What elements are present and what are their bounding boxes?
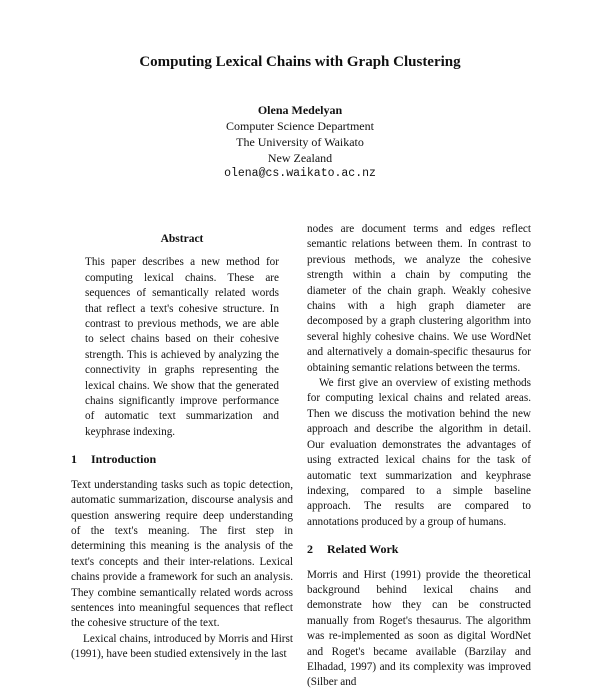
paragraph: We first give an overview of existing methods for computing lexical chains and related areas. Then we discuss the motivation behind the new approach and describe the algorithm in detail. Our evaluation demonstrates the advantages of using extracted lexical chains for the task of automatic text summarization and keyphrase indexing, compared to a simple baseline approach. The results are compared to annotations produced by a group of humans. xyxy=(307,377,531,528)
section-heading-related-work xyxy=(307,542,531,557)
left-column xyxy=(71,232,293,663)
section-heading-introduction xyxy=(71,452,293,467)
author-block xyxy=(0,102,600,182)
abstract-heading: Abstract xyxy=(160,233,204,245)
section-number: 1 xyxy=(71,452,77,467)
abstract-text: This paper describes a new method for computing lexical chains. These are sequences of semantically related words that reflect a text's cohesive structure. In contrast to previous methods, we are able to select chains based on their cohesive strength. This is achieved by analyzing the connectivity in graphs representing the lexical chains. We show that the generated chains significantly improve performance of automatic text summarization and keyphrase indexing. xyxy=(85,256,279,438)
section-number: 2 xyxy=(307,542,313,557)
affiliation-line: The University of Waikato xyxy=(236,135,364,149)
right-column xyxy=(307,222,531,691)
author-email: olena@cs.waikato.ac.nz xyxy=(224,167,376,180)
author-name: Olena Medelyan xyxy=(257,103,343,117)
affiliation-line: Computer Science Department xyxy=(226,119,374,133)
paragraph: nodes are document terms and edges reflect semantic relations between them. In contrast to previous methods, we analyze the cohesive strength within a chain by computing the diameter of the chain graph. Weakly cohesive chains with a high graph diameter are decomposed by a graph clustering algorithm into several highly cohesive chains. We use WordNet and alternatively a domain-specific thesaurus for obtaining semantic relations between the terms. xyxy=(307,223,531,374)
paragraph: Text understanding tasks such as topic detection, automatic summarization, discourse analysis and question answering require deep understanding of the text's meaning. The first step in determining this meaning is the analysis of the text's concepts and their inter-relations. Lexical chains provide a framework for such an analysis. They combine semantically related words across sentences into meaningful sequences that reflect the cohesive structure of the text. xyxy=(71,478,293,630)
paragraph: Lexical chains, introduced by Morris and Hirst (1991), have been studied extensively in the last xyxy=(71,632,293,661)
affiliation-line: New Zealand xyxy=(267,151,333,165)
section-title: Introduction xyxy=(91,452,157,467)
paragraph: Morris and Hirst (1991) provide the theoretical background behind lexical chains and demonstrate how they can be constructed manually from Roget's thesaurus. The algorithm was re-implemented as soon as digital WordNet and Roget's became available (Barzilay and Elhadad, 1997) and its complexity was improved (Silber and xyxy=(307,568,531,689)
section-title: Related Work xyxy=(327,542,399,557)
paper-title: Computing Lexical Chains with Graph Clustering xyxy=(139,54,461,70)
